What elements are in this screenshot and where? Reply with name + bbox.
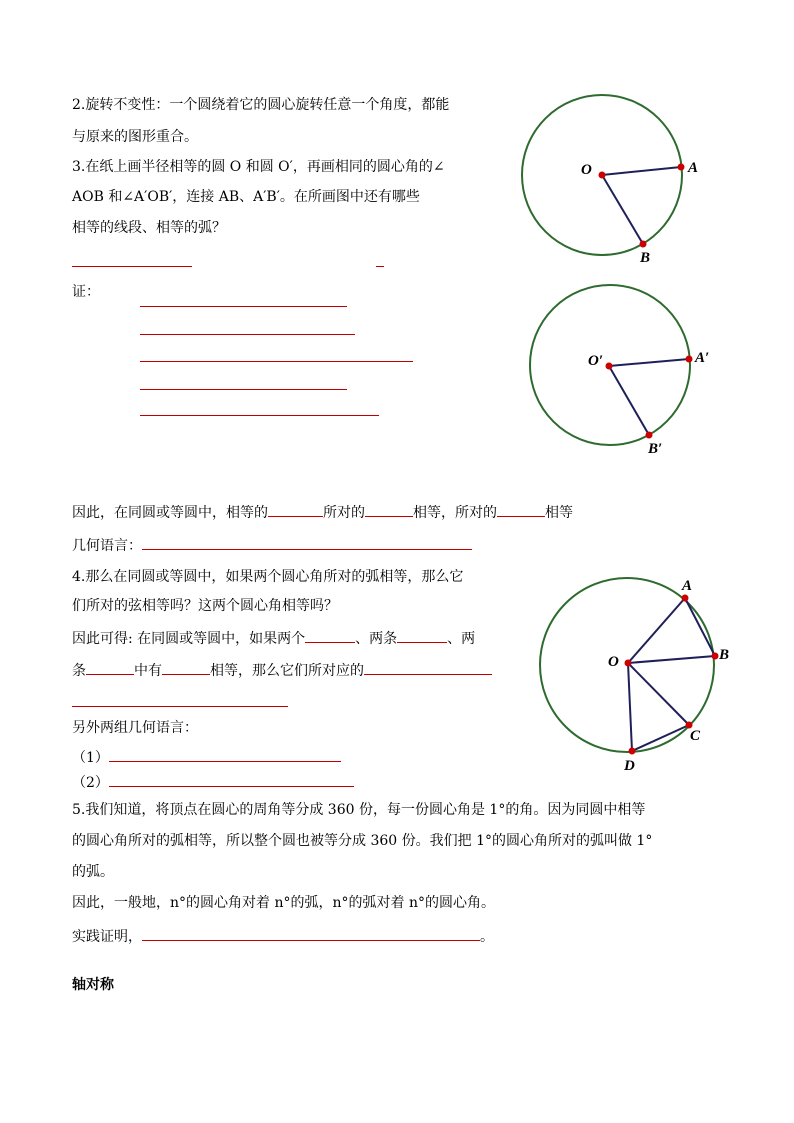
proof-line-5[interactable] (140, 415, 379, 416)
proof-line-4[interactable] (140, 389, 347, 390)
label-a: A (682, 578, 693, 594)
section4-line3-a: 因此可得: 在同圆或等圆中，如果两个 (72, 631, 306, 647)
label-c: C (690, 728, 701, 744)
point-b-prime (646, 432, 653, 439)
segment-od (628, 663, 632, 751)
proof-line-1[interactable] (140, 306, 347, 307)
conclusion-line (72, 502, 573, 523)
figure-circle-o-prime (510, 275, 740, 465)
label-d: D (624, 758, 635, 774)
practice-proof-blank[interactable] (142, 926, 480, 941)
figure-circle-abcd (520, 570, 750, 780)
conclusion-blank-1[interactable] (268, 502, 323, 517)
item-1 (72, 747, 341, 768)
point-a-prime (686, 356, 693, 363)
point-b (712, 653, 719, 660)
label-b: B (719, 647, 730, 663)
section4-line3 (72, 628, 475, 649)
section4-blank-2[interactable] (397, 628, 447, 643)
segment-oa-prime (609, 359, 689, 366)
label-a: A (688, 160, 699, 176)
item-2-blank[interactable] (109, 772, 354, 787)
label-o-prime: O′ (588, 353, 604, 369)
section2-line2: 与原来的图形重合。 (72, 129, 198, 145)
section5-line4: 因此，一般地，n°的圆心角对着 n°的弧，n°的弧对着 n°的圆心角。 (72, 895, 495, 911)
conclusion-text-c: 相等，所对的 (413, 505, 497, 521)
item-2 (72, 772, 354, 793)
section4-blank-3[interactable] (86, 660, 134, 675)
point-o (625, 660, 632, 667)
label-a-prime: A′ (695, 350, 710, 366)
section4-line3-c: 、两 (447, 631, 476, 647)
section4-blank-4[interactable] (162, 660, 210, 675)
section4-blank-6[interactable] (72, 706, 288, 707)
point-o-prime (606, 363, 613, 370)
section4-line4-c: 相等，那么它们所对应的 (210, 663, 364, 679)
label-b-prime: B′ (648, 441, 663, 457)
proof-label: 证： (72, 284, 100, 300)
conclusion-text-b: 所对的 (323, 505, 365, 521)
section5-line1: 5.我们知道，将顶点在圆心的周角等分成 360 份，每一份圆心角是 1°的角。因为同圆中相等 (72, 802, 646, 818)
chord-cd (632, 725, 689, 751)
section4-blank-5[interactable] (364, 660, 492, 675)
axial-symmetry-heading: 轴对称 (72, 977, 114, 993)
chord-ab (685, 598, 715, 656)
point-d (629, 748, 636, 755)
segment-oa (628, 598, 685, 663)
answer-blank[interactable] (72, 266, 192, 267)
section4-line4-b: 中有 (134, 663, 162, 679)
figure-circle-o (500, 80, 730, 270)
geo-language-blank[interactable] (142, 535, 472, 550)
section4-line4 (72, 660, 492, 681)
label-o: O (581, 162, 592, 178)
geo-language-label: 几何语言： (72, 538, 142, 554)
section5-line5 (72, 926, 494, 947)
conclusion-text-a: 因此，在同圆或等圆中，相等的 (72, 505, 268, 521)
geo-language-line (72, 535, 472, 556)
answer-blank-end[interactable] (376, 266, 384, 267)
segment-ob (628, 656, 715, 663)
conclusion-text-d: 相等 (545, 505, 573, 521)
conclusion-blank-2[interactable] (365, 502, 413, 517)
section4-blank-1[interactable] (305, 628, 355, 643)
segment-ob-prime (609, 366, 649, 435)
section3-line2: AOB 和∠A′OB′，连接 AB、A′B′。在所画图中还有哪些 (72, 189, 420, 205)
point-a (682, 595, 689, 602)
segment-oa (602, 167, 681, 175)
item-1-label: （1） (72, 750, 109, 766)
point-a (678, 164, 685, 171)
segment-oc (628, 663, 689, 725)
section3-line3: 相等的线段、相等的弧？ (72, 220, 226, 236)
section3-line1: 3.在纸上画半径相等的圆 O 和圆 O′，再画相同的圆心角的∠ (72, 159, 445, 175)
proof-line-3[interactable] (140, 361, 413, 362)
item-2-label: （2） (72, 775, 109, 791)
point-b (640, 241, 647, 248)
label-b: B (640, 250, 651, 266)
proof-line-2[interactable] (140, 334, 355, 335)
label-o: O (608, 654, 619, 670)
segment-ob (602, 175, 643, 244)
section5-line5-a: 实践证明， (72, 929, 142, 945)
section4-line3-b: 、两条 (355, 631, 398, 647)
section5-line3: 的弧。 (72, 864, 114, 880)
section2-line1: 2.旋转不变性：一个圆绕着它的圆心旋转任意一个角度，都能 (72, 97, 450, 113)
section5-line5-b: 。 (480, 929, 494, 945)
other-language-label: 另外两组几何语言： (72, 720, 198, 736)
section5-line2: 的圆心角所对的弧相等，所以整个圆也被等分成 360 份。我们把 1°的圆心角所对的弧叫做 1° (72, 833, 653, 849)
section4-line4-a: 条 (72, 663, 86, 679)
conclusion-blank-3[interactable] (497, 502, 545, 517)
section4-line2: 们所对的弦相等吗？这两个圆心角相等吗？ (72, 598, 338, 614)
section4-line1: 4.那么在同圆或等圆中，如果两个圆心角所对的弧相等，那么它 (72, 569, 464, 585)
point-o (599, 172, 606, 179)
item-1-blank[interactable] (109, 747, 341, 762)
